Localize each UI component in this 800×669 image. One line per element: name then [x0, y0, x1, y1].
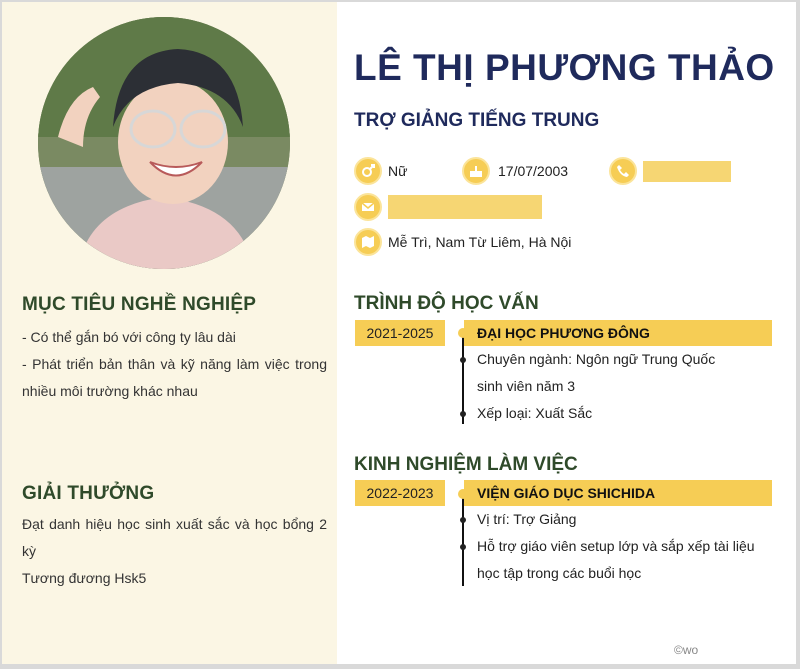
- bullet-dot: [460, 544, 466, 550]
- education-item: Xếp loại: Xuất Sắc: [477, 405, 593, 421]
- email-redacted: [388, 195, 542, 219]
- experience-years: 2022-2023: [355, 480, 445, 506]
- education-school: ĐẠI HỌC PHƯƠNG ĐÔNG: [464, 320, 772, 346]
- watermark: ©wo: [674, 643, 699, 657]
- gender-row: [354, 157, 407, 185]
- job-title: TRỢ GIẢNG TIẾNG TRUNG: [354, 110, 600, 131]
- address-row: [354, 228, 571, 256]
- objective-title: MỤC TIÊU NGHỀ NGHIỆP: [22, 294, 257, 315]
- bullet-dot: [460, 517, 466, 523]
- education-item: Chuyên ngành: Ngôn ngữ Trung Quốc: [477, 351, 716, 367]
- avatar: [38, 17, 290, 269]
- cake-icon: [462, 157, 490, 185]
- gender-value: Nữ: [388, 163, 408, 179]
- birthday-value: 17/07/2003: [498, 163, 569, 179]
- award-line: Tương đương Hsk5: [22, 570, 147, 586]
- experience-company: VIỆN GIÁO DỤC SHICHIDA: [464, 480, 772, 506]
- map-icon: [354, 228, 382, 256]
- experience-item: Vị trí: Trợ Giảng: [477, 511, 577, 527]
- education-item: sinh viên năm 3: [477, 378, 576, 394]
- phone-row: [609, 157, 731, 185]
- education-title: TRÌNH ĐỘ HỌC VẤN: [354, 293, 539, 314]
- cv-page: [2, 2, 796, 664]
- mail-icon: [354, 193, 382, 221]
- birthday-row: [462, 157, 568, 185]
- phone-redacted: [643, 161, 731, 182]
- address-value: Mễ Trì, Nam Từ Liêm, Hà Nội: [388, 234, 572, 250]
- email-row: [354, 193, 542, 221]
- bullet-dot: [460, 357, 466, 363]
- objective-line: - Phát triển bản thân và kỹ năng làm việc trong nhiều môi trường khác nhau: [22, 356, 327, 399]
- experience-item: Hỗ trợ giáo viên setup lớp và sắp xếp tài liệu: [477, 538, 755, 554]
- gender-icon: [354, 157, 382, 185]
- objective-line: - Có thể gắn bó với công ty lâu dài: [22, 329, 236, 345]
- bullet-dot: [460, 411, 466, 417]
- full-name: LÊ THỊ PHƯƠNG THẢO: [354, 47, 775, 88]
- phone-icon: [609, 157, 637, 185]
- timeline-dot: [458, 489, 468, 499]
- timeline-dot: [458, 328, 468, 338]
- experience-title: KINH NGHIỆM LÀM VIỆC: [354, 454, 578, 475]
- award-line: Đạt danh hiệu học sinh xuất sắc và học bổng 2 kỳ: [22, 516, 327, 559]
- experience-timeline: [462, 492, 464, 586]
- experience-item: học tập trong các buổi học: [477, 565, 642, 581]
- education-years: 2021-2025: [355, 320, 445, 346]
- profile-photo: [38, 17, 290, 269]
- awards-title: GIẢI THƯỞNG: [22, 483, 155, 504]
